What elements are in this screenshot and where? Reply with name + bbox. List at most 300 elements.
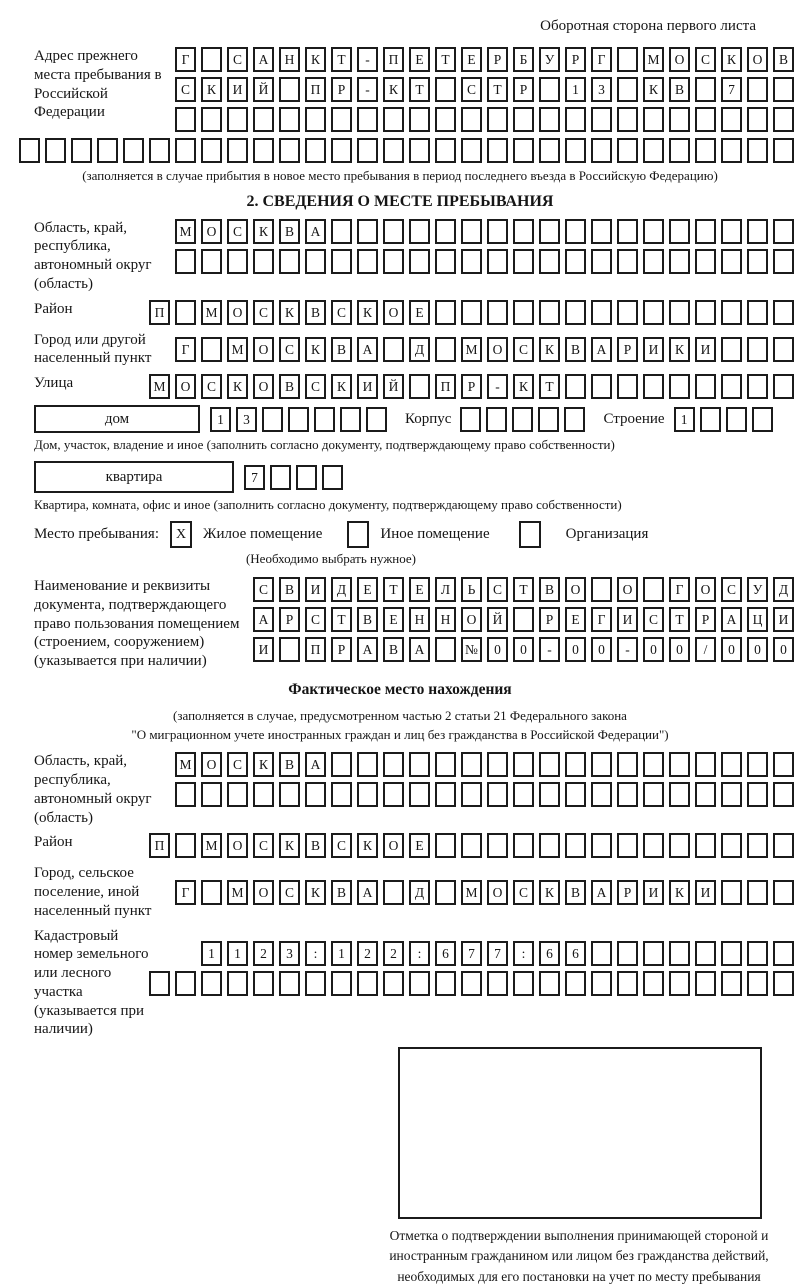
stay-option-residential-label: Жилое помещение <box>203 526 323 543</box>
char-box <box>487 138 508 163</box>
char-box <box>565 249 586 274</box>
region-group <box>6 219 794 294</box>
prev-address-label: Адрес прежнего места пребывания в Российской Федерации <box>34 48 162 121</box>
char-box <box>721 300 742 325</box>
char-box <box>227 107 248 132</box>
char-box <box>305 971 326 996</box>
char-box: К <box>253 219 274 244</box>
char-box <box>461 138 482 163</box>
char-box: О <box>253 374 274 399</box>
char-box <box>175 249 196 274</box>
char-box: 0 <box>513 637 534 662</box>
char-box: С <box>513 337 534 362</box>
char-box <box>513 752 534 777</box>
char-box <box>513 249 534 274</box>
char-box: К <box>721 47 742 72</box>
char-box <box>279 107 300 132</box>
char-box <box>175 971 196 996</box>
char-box <box>435 300 456 325</box>
char-box: М <box>201 833 222 858</box>
actual-region-rows <box>175 752 794 807</box>
apartment-cells <box>244 465 343 490</box>
char-box: Р <box>617 337 638 362</box>
document-group <box>6 577 794 671</box>
char-box <box>747 219 768 244</box>
char-box <box>721 941 742 966</box>
char-box <box>669 249 690 274</box>
char-box <box>409 249 430 274</box>
char-box <box>539 249 560 274</box>
char-box <box>721 107 742 132</box>
char-box <box>773 941 794 966</box>
char-box <box>721 782 742 807</box>
char-box: И <box>357 374 378 399</box>
char-box <box>747 138 768 163</box>
char-box <box>201 47 222 72</box>
document-row-3 <box>253 637 794 662</box>
char-box: О <box>227 300 248 325</box>
char-box <box>513 782 534 807</box>
actual-district-group <box>6 833 794 858</box>
char-box <box>435 337 456 362</box>
char-box: Е <box>565 607 586 632</box>
char-box <box>296 465 317 490</box>
char-box: А <box>253 607 274 632</box>
char-box <box>201 971 222 996</box>
char-box <box>565 752 586 777</box>
char-box <box>721 971 742 996</box>
char-box <box>201 880 222 905</box>
char-box <box>700 407 721 432</box>
stroenie-label: Строение <box>603 410 665 427</box>
char-box <box>487 219 508 244</box>
prev-address-row-2 <box>175 77 794 102</box>
char-box: - <box>487 374 508 399</box>
char-box <box>435 138 456 163</box>
char-box <box>383 249 404 274</box>
region-row-1 <box>175 219 794 244</box>
cadastral-rows <box>149 941 794 996</box>
char-box: О <box>695 577 716 602</box>
char-box: С <box>253 833 274 858</box>
char-box: К <box>539 880 560 905</box>
char-box: 0 <box>773 637 794 662</box>
char-box: С <box>695 47 716 72</box>
char-box <box>487 249 508 274</box>
char-box <box>669 300 690 325</box>
char-box: К <box>539 337 560 362</box>
char-box <box>409 219 430 244</box>
char-box <box>643 782 664 807</box>
char-box <box>149 138 170 163</box>
char-box: М <box>149 374 170 399</box>
char-box: М <box>227 880 248 905</box>
char-box <box>747 880 768 905</box>
char-box <box>486 407 507 432</box>
actual-district-row <box>149 833 794 858</box>
char-box <box>695 249 716 274</box>
char-box <box>435 880 456 905</box>
char-box: О <box>383 300 404 325</box>
char-box: О <box>201 219 222 244</box>
char-box <box>565 971 586 996</box>
char-box <box>461 219 482 244</box>
char-box: Р <box>461 374 482 399</box>
char-box: Й <box>487 607 508 632</box>
char-box: Д <box>409 337 430 362</box>
char-box <box>617 833 638 858</box>
actual-region-row-2 <box>175 782 794 807</box>
cadastral-row-1 <box>201 941 794 966</box>
char-box: Г <box>669 577 690 602</box>
house-row <box>6 405 794 433</box>
char-box: В <box>357 607 378 632</box>
char-box <box>435 107 456 132</box>
cadastral-row-2 <box>149 971 794 996</box>
char-box <box>331 782 352 807</box>
char-box: О <box>487 880 508 905</box>
char-box: В <box>331 880 352 905</box>
char-box <box>643 219 664 244</box>
city-group <box>6 331 794 369</box>
char-box <box>383 138 404 163</box>
char-box <box>591 971 612 996</box>
char-box: Н <box>409 607 430 632</box>
char-box: Е <box>409 300 430 325</box>
char-box <box>461 971 482 996</box>
char-box <box>149 971 170 996</box>
char-box <box>512 407 533 432</box>
char-box: / <box>695 637 716 662</box>
char-box: Й <box>383 374 404 399</box>
char-box <box>721 880 742 905</box>
registration-stamp-caption: Отметка о подтверждении выполнения принимающей стороной и иностранным гражданином или лицом без гражданства действий, необходимых для его постановки на учет по месту пребывания <box>389 1228 769 1284</box>
char-box <box>591 249 612 274</box>
char-box <box>201 249 222 274</box>
char-box <box>461 300 482 325</box>
char-box <box>279 971 300 996</box>
char-box: М <box>461 880 482 905</box>
char-box <box>253 138 274 163</box>
char-box: К <box>669 880 690 905</box>
char-box: Г <box>591 607 612 632</box>
char-box: 1 <box>674 407 695 432</box>
char-box: К <box>331 374 352 399</box>
street-label: Улица <box>34 375 74 392</box>
char-box: 0 <box>487 637 508 662</box>
char-box: Е <box>461 47 482 72</box>
char-box <box>643 971 664 996</box>
char-box: 1 <box>201 941 222 966</box>
char-box <box>695 77 716 102</box>
char-box <box>123 138 144 163</box>
char-box <box>565 833 586 858</box>
char-box <box>669 219 690 244</box>
char-box <box>747 300 768 325</box>
char-box: О <box>175 374 196 399</box>
actual-region-row-1 <box>175 752 794 777</box>
char-box <box>227 249 248 274</box>
char-box <box>253 971 274 996</box>
char-box <box>383 752 404 777</box>
actual-location-note-2: "О миграционном учете иностранных граждан и лиц без гражданства в Российской Федерации") <box>131 726 669 742</box>
char-box: К <box>643 77 664 102</box>
stay-option-organization-label: Организация <box>565 526 649 543</box>
char-box: М <box>201 300 222 325</box>
char-box: О <box>487 337 508 362</box>
actual-city-group <box>6 864 794 920</box>
char-box <box>747 941 768 966</box>
char-box <box>340 407 361 432</box>
city-row <box>175 337 794 362</box>
district-label: Район <box>34 300 73 317</box>
char-box: К <box>253 752 274 777</box>
char-box <box>565 107 586 132</box>
char-box: Ц <box>747 607 768 632</box>
char-box: И <box>305 577 326 602</box>
char-box <box>695 219 716 244</box>
char-box <box>279 249 300 274</box>
char-box: И <box>253 637 274 662</box>
char-box: 0 <box>721 637 742 662</box>
char-box: Г <box>175 880 196 905</box>
korpus-cells <box>460 407 585 432</box>
char-box <box>669 833 690 858</box>
char-box <box>487 782 508 807</box>
char-box <box>175 782 196 807</box>
char-box <box>591 941 612 966</box>
char-box <box>773 138 794 163</box>
char-box: У <box>539 47 560 72</box>
char-box <box>201 782 222 807</box>
char-box: Д <box>409 880 430 905</box>
char-box: Т <box>513 577 534 602</box>
char-box: А <box>253 47 274 72</box>
char-box: А <box>305 219 326 244</box>
char-box: К <box>513 374 534 399</box>
char-box: Т <box>487 77 508 102</box>
char-box: К <box>227 374 248 399</box>
char-box <box>538 407 559 432</box>
char-box: : <box>305 941 326 966</box>
char-box <box>409 782 430 807</box>
char-box: № <box>461 637 482 662</box>
char-box <box>643 577 664 602</box>
char-box <box>747 249 768 274</box>
char-box <box>461 833 482 858</box>
char-box <box>591 782 612 807</box>
char-box <box>591 300 612 325</box>
char-box: В <box>565 880 586 905</box>
char-box: 6 <box>565 941 586 966</box>
char-box <box>409 138 430 163</box>
char-box <box>487 300 508 325</box>
header-note: Оборотная сторона первого листа <box>540 18 756 34</box>
char-box <box>643 138 664 163</box>
char-box <box>97 138 118 163</box>
char-box: С <box>227 47 248 72</box>
char-box <box>357 107 378 132</box>
char-box <box>279 138 300 163</box>
char-box <box>617 782 638 807</box>
char-box <box>409 374 430 399</box>
char-box: Д <box>331 577 352 602</box>
char-box <box>461 782 482 807</box>
house-number-cells <box>210 407 387 432</box>
char-box: Р <box>539 607 560 632</box>
char-box <box>461 752 482 777</box>
char-box <box>773 219 794 244</box>
char-box <box>383 971 404 996</box>
char-box <box>695 833 716 858</box>
char-box: А <box>721 607 742 632</box>
char-box: М <box>643 47 664 72</box>
char-box: Т <box>331 47 352 72</box>
char-box: Е <box>357 577 378 602</box>
char-box <box>539 782 560 807</box>
char-box: 7 <box>244 465 265 490</box>
char-box <box>253 782 274 807</box>
char-box: О <box>253 880 274 905</box>
char-box <box>669 752 690 777</box>
prev-address-note: (заполняется в случае прибытия в новое место пребывания в период последнего въезда в Российскую Федерацию) <box>82 168 718 183</box>
char-box: А <box>357 337 378 362</box>
char-box: А <box>357 637 378 662</box>
char-box: С <box>305 607 326 632</box>
char-box: К <box>279 833 300 858</box>
char-box <box>435 77 456 102</box>
actual-location-note-1: (заполняется в случае, предусмотренном частью 2 статьи 21 Федерального закона <box>173 707 627 723</box>
document-label: Наименование и реквизиты документа, подтверждающего право пользования помещением (строением, сооружением) (указывается при наличии) <box>34 578 240 670</box>
char-box <box>669 107 690 132</box>
char-box <box>747 782 768 807</box>
char-box <box>322 465 343 490</box>
char-box: О <box>383 833 404 858</box>
korpus-label: Корпус <box>405 410 452 427</box>
char-box <box>461 249 482 274</box>
char-box: В <box>305 300 326 325</box>
char-box: С <box>487 577 508 602</box>
char-box <box>357 249 378 274</box>
char-box: 0 <box>747 637 768 662</box>
char-box: - <box>357 77 378 102</box>
char-box: 0 <box>565 637 586 662</box>
char-box <box>539 971 560 996</box>
char-box <box>643 249 664 274</box>
char-box <box>305 107 326 132</box>
char-box: Р <box>617 880 638 905</box>
char-box <box>721 138 742 163</box>
region-rows <box>175 219 794 274</box>
char-box <box>617 374 638 399</box>
stay-type-note: (Необходимо выбрать нужное) <box>245 551 417 567</box>
char-box: : <box>409 941 430 966</box>
char-box: О <box>253 337 274 362</box>
char-box <box>617 47 638 72</box>
house-note: Дом, участок, владение и иное (заполнить согласно документу, подтверждающему право собственности) <box>34 437 615 453</box>
char-box <box>357 971 378 996</box>
char-box <box>513 107 534 132</box>
char-box: Е <box>383 607 404 632</box>
char-box: Р <box>565 47 586 72</box>
char-box: П <box>305 77 326 102</box>
char-box: И <box>643 337 664 362</box>
char-box: Р <box>487 47 508 72</box>
char-box: 2 <box>253 941 274 966</box>
city-label: Город или другой населенный пункт <box>34 331 152 367</box>
char-box: П <box>435 374 456 399</box>
char-box: П <box>149 300 170 325</box>
char-box <box>45 138 66 163</box>
char-box: - <box>357 47 378 72</box>
char-box: Н <box>279 47 300 72</box>
char-box <box>669 971 690 996</box>
char-box <box>643 374 664 399</box>
district-group <box>6 300 794 325</box>
char-box <box>643 107 664 132</box>
char-box: К <box>201 77 222 102</box>
char-box <box>773 752 794 777</box>
char-box: П <box>149 833 170 858</box>
char-box <box>409 752 430 777</box>
char-box: 1 <box>565 77 586 102</box>
char-box <box>747 107 768 132</box>
char-box <box>617 300 638 325</box>
char-box <box>617 77 638 102</box>
prev-address-group <box>6 47 794 132</box>
char-box: К <box>357 300 378 325</box>
char-box <box>331 107 352 132</box>
region-label: Область, край, республика, автономный округ (область) <box>34 219 152 292</box>
char-box <box>617 941 638 966</box>
char-box <box>695 941 716 966</box>
char-box: 2 <box>357 941 378 966</box>
char-box <box>435 782 456 807</box>
char-box: В <box>669 77 690 102</box>
char-box <box>366 407 387 432</box>
apartment-row <box>6 461 794 493</box>
char-box: - <box>539 637 560 662</box>
char-box <box>617 138 638 163</box>
char-box: Т <box>669 607 690 632</box>
char-box: У <box>747 577 768 602</box>
char-box <box>487 752 508 777</box>
char-box: А <box>305 752 326 777</box>
char-box <box>305 782 326 807</box>
char-box <box>721 374 742 399</box>
char-box: О <box>461 607 482 632</box>
char-box: Т <box>539 374 560 399</box>
char-box <box>288 407 309 432</box>
char-box: 7 <box>461 941 482 966</box>
char-box <box>513 138 534 163</box>
char-box: С <box>279 880 300 905</box>
char-box <box>773 337 794 362</box>
char-box <box>695 782 716 807</box>
char-box <box>747 374 768 399</box>
char-box <box>773 971 794 996</box>
char-box <box>695 374 716 399</box>
char-box: : <box>513 941 534 966</box>
char-box <box>591 752 612 777</box>
char-box <box>773 374 794 399</box>
char-box <box>773 249 794 274</box>
char-box: С <box>305 374 326 399</box>
char-box <box>383 782 404 807</box>
char-box: 0 <box>669 637 690 662</box>
char-box: С <box>513 880 534 905</box>
char-box <box>721 337 742 362</box>
